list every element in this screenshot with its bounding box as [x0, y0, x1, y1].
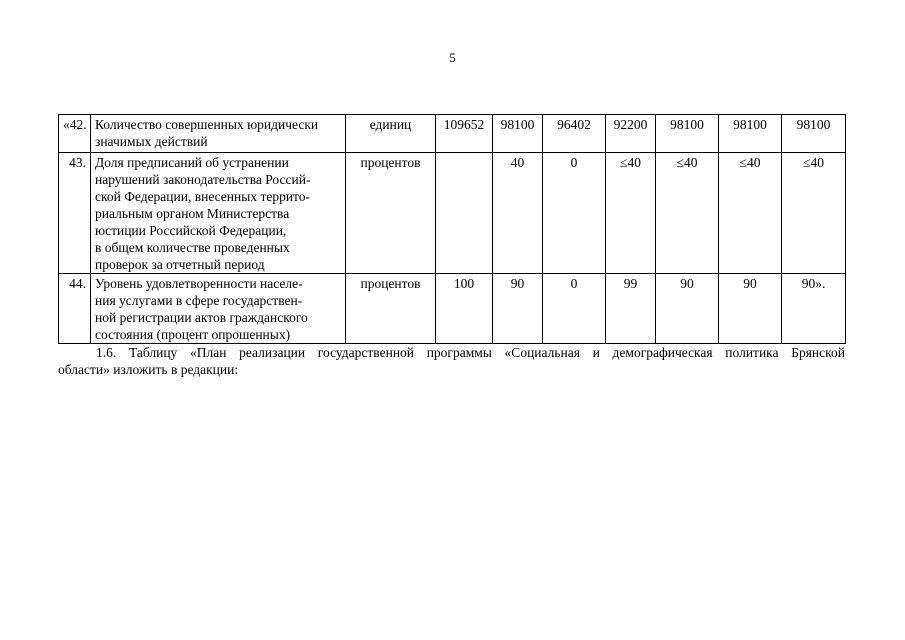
indicator-name-line: Уровень удовлетворенности населе- — [95, 276, 303, 291]
indicator-value: 99 — [606, 274, 656, 344]
paragraph-line-2: области» изложить в редакции: — [58, 362, 239, 377]
page-number: 5 — [449, 50, 456, 65]
indicator-name-line: состояния (процент опрошенных) — [95, 327, 291, 342]
indicator-value: 0 — [543, 153, 606, 274]
indicator-value: 90». — [782, 274, 846, 344]
table-row — [59, 115, 846, 153]
indicator-name-line: Количество совершенных юридически — [95, 117, 319, 132]
unit-of-measure: процентов — [346, 153, 436, 274]
indicator-value: 100 — [436, 274, 493, 344]
indicator-name-line: значимых действий — [95, 134, 208, 149]
indicator-value: ≤40 — [606, 153, 656, 274]
indicator-name-line: ния услугами в сфере государствен- — [95, 293, 303, 308]
indicator-name — [91, 274, 346, 344]
indicator-name-line: ной регистрации актов гражданского — [95, 310, 308, 325]
indicator-value: 90 — [656, 274, 719, 344]
indicator-value: 98100 — [493, 115, 543, 153]
indicator-value: 40 — [493, 153, 543, 274]
paragraph-line-1: 1.6. Таблицу «План реализации государственной программы «Социальная и демографическая политика Брянской — [96, 345, 845, 360]
row-number: 43. — [59, 153, 91, 274]
indicator-name-line: ской Федерации, внесенных террито- — [95, 189, 311, 204]
indicator-value: 98100 — [656, 115, 719, 153]
table-row — [59, 153, 846, 274]
indicators-table — [58, 114, 846, 344]
table-row — [59, 274, 846, 344]
indicator-value: 109652 — [436, 115, 493, 153]
indicator-value — [436, 153, 493, 274]
row-number: 44. — [59, 274, 91, 344]
indicator-value: 96402 — [543, 115, 606, 153]
indicator-name-line: Доля предписаний об устранении — [95, 155, 289, 170]
indicator-name — [91, 115, 346, 153]
indicator-value: 90 — [493, 274, 543, 344]
amendment-paragraph — [58, 344, 845, 378]
indicator-value: ≤40 — [656, 153, 719, 274]
row-number: «42. — [59, 115, 91, 153]
indicator-value: ≤40 — [782, 153, 846, 274]
indicator-value: 92200 — [606, 115, 656, 153]
indicator-name-line: юстиции Российской Федерации, — [95, 223, 287, 238]
indicator-name-line: риальным органом Министерства — [95, 206, 290, 221]
indicator-name-line: проверок за отчетный период — [95, 257, 265, 272]
indicator-value: ≤40 — [719, 153, 782, 274]
indicator-name-line: нарушений законодательства Россий- — [95, 172, 311, 187]
unit-of-measure: единиц — [346, 115, 436, 153]
indicator-name — [91, 153, 346, 274]
unit-of-measure: процентов — [346, 274, 436, 344]
indicator-value: 90 — [719, 274, 782, 344]
indicator-value: 98100 — [782, 115, 846, 153]
indicator-value: 0 — [543, 274, 606, 344]
indicator-name-line: в общем количестве проведенных — [95, 240, 290, 255]
indicator-value: 98100 — [719, 115, 782, 153]
